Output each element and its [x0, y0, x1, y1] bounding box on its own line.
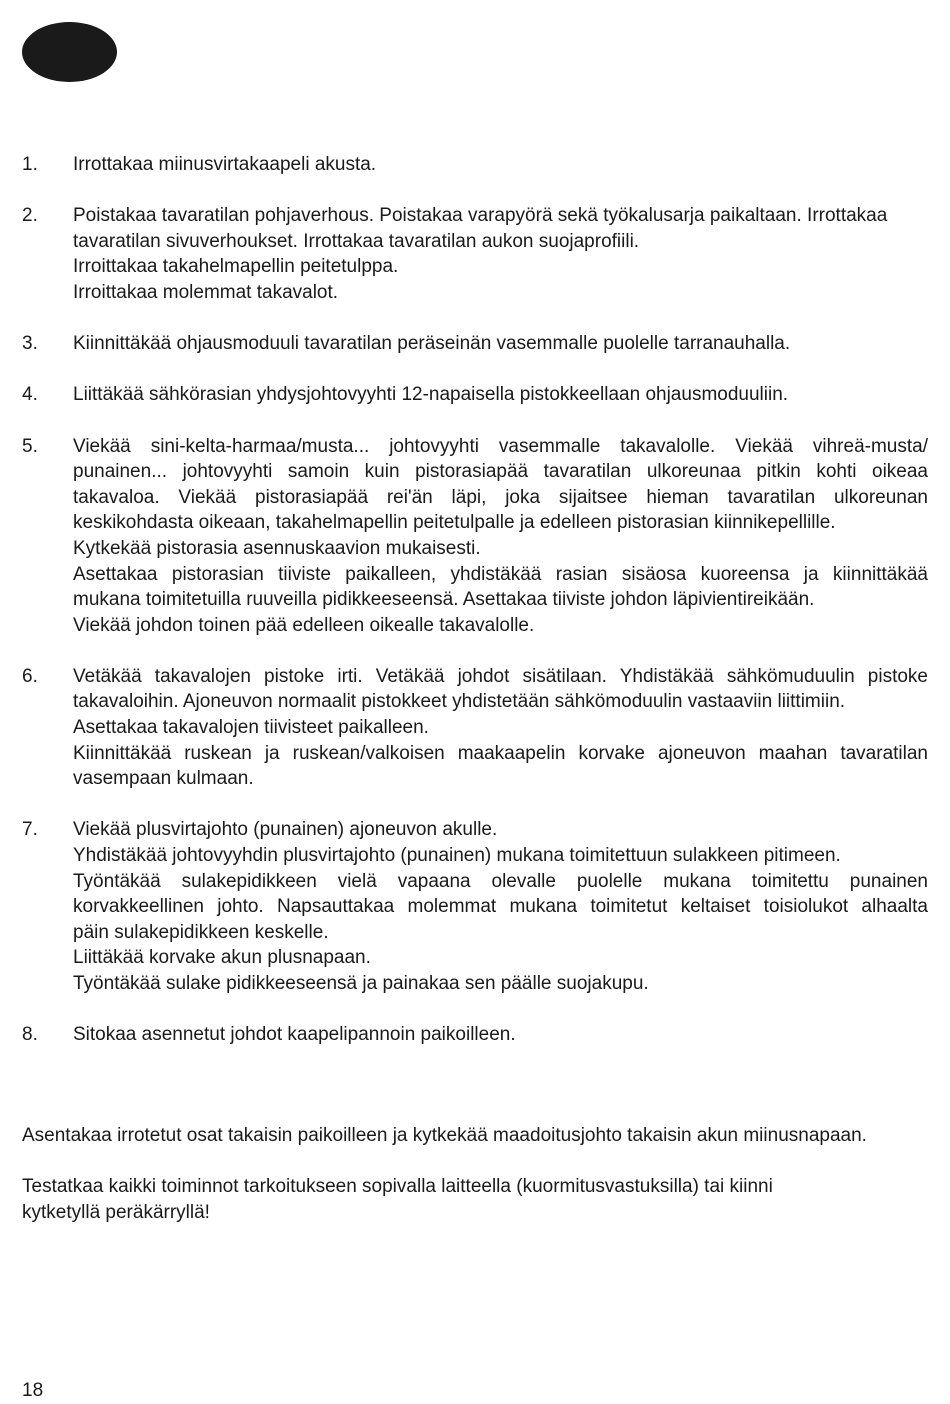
closing-notes — [22, 1123, 932, 1251]
step-line: tavaratilan sivuverhoukset. Irrottakaa tavaratilan aukon suojaprofiili. — [73, 230, 640, 252]
step-line: Vetäkää takavalojen pistoke irti. Vetäkää johdot sisätilaan. Yhdistäkää sähkömuduulin pistoke — [73, 665, 928, 687]
step-item — [22, 152, 928, 178]
step-text — [73, 817, 928, 996]
step-line: Asettakaa pistorasian tiiviste paikalleen, yhdistäkää rasian sisäosa kuoreensa ja kiinnittäkää — [73, 563, 928, 585]
step-line: päin sulakepidikkeen keskelle. — [73, 921, 329, 943]
step-item — [22, 331, 928, 357]
step-item — [22, 382, 928, 408]
step-line: Poistakaa tavaratilan pohjaverhous. Poistakaa varapyörä sekä työkalusarja paikaltaan. Irrottakaa — [73, 205, 888, 227]
step-line: Viekää sini-kelta-harmaa/musta... johtovyyhti vasemmalle takavalolle. Viekää vihreä-musta/ — [73, 435, 928, 457]
instruction-list — [22, 152, 928, 1073]
step-line: keskikohdasta oikeaan, takahelmapellin peitetulpalle ja edelleen pistorasian kiinnikepellille. — [73, 512, 836, 534]
step-text — [73, 382, 928, 408]
step-line: Irroittakaa takahelmapellin peitetulppa. — [73, 256, 399, 278]
step-text — [73, 434, 928, 639]
step-item — [22, 434, 928, 639]
closing-paragraph-2 — [22, 1174, 932, 1225]
step-item — [22, 1022, 928, 1048]
step-line: Viekää johdon toinen pää edelleen oikealle takavalolle. — [73, 614, 535, 636]
step-text — [73, 203, 928, 305]
step-line: Liittäkää korvake akun plusnapaan. — [73, 947, 371, 969]
step-line: Sitokaa asennetut johdot kaapelipannoin paikoilleen. — [73, 1024, 516, 1046]
step-line: Yhdistäkää johtovyyhdin plusvirtajohto (punainen) mukana toimitettuun sulakkeen pitimeen. — [73, 845, 841, 867]
step-line: Irroittakaa molemmat takavalot. — [73, 281, 339, 303]
step-line: Työntäkää sulakepidikkeen vielä vapaana olevalle puolelle mukana toimitettu punainen — [73, 870, 928, 892]
section-badge — [22, 22, 117, 82]
step-line: vasempaan kulmaan. — [73, 768, 254, 790]
step-text — [73, 1022, 928, 1048]
closing-paragraph-1 — [22, 1123, 932, 1149]
step-line: Kiinnittäkää ruskean ja ruskean/valkoisen maakaapelin korvake ajoneuvon maahan tavaratilan — [73, 742, 928, 764]
step-line: Kytkekää pistorasia asennuskaavion mukaisesti. — [73, 537, 481, 559]
step-line: Irrottakaa miinusvirtakaapeli akusta. — [73, 154, 377, 175]
step-number: 2. — [22, 205, 38, 227]
step-line: Työntäkää sulake pidikkeeseensä ja painakaa sen päälle suojakupu. — [73, 973, 649, 994]
step-line: Liittäkää sähkörasian yhdysjohtovyyhti 12-napaisella pistokkeellaan ohjausmoduuliin. — [73, 384, 789, 406]
step-text — [73, 152, 928, 178]
step-number: 5. — [22, 435, 38, 457]
step-line: takavaloihin. Ajoneuvon normaalit pistokkeet yhdistetään sähkömoduulin vastaaviin liittimiin. — [73, 691, 846, 713]
step-number: 1. — [22, 154, 38, 175]
step-item — [22, 817, 928, 996]
step-line: Viekää plusvirtajohto (punainen) ajoneuvon akulle. — [73, 819, 498, 841]
step-item — [22, 664, 928, 792]
closing-line: Asentakaa irrotetut osat takaisin paikoilleen ja kytkekää maadoitusjohto takaisin akun miinusnapaan. — [22, 1125, 867, 1146]
step-number: 7. — [22, 819, 38, 841]
step-line: mukana toimitetuilla ruuveilla pidikkeeseensä. Asettakaa tiiviste johdon läpivientireikään. — [73, 589, 815, 611]
step-number: 6. — [22, 665, 38, 687]
closing-line: Testatkaa kaikki toiminnot tarkoitukseen sopivalla laitteella (kuormitusvastuksilla) tai kiinni — [22, 1176, 773, 1198]
step-number: 3. — [22, 333, 38, 355]
step-line: korvakkeellinen johto. Napsauttakaa molemmat mukana toimitetut keltaiset toisiolukot alhaalta — [73, 896, 928, 918]
step-line: Kiinnittäkää ohjausmoduuli tavaratilan peräseinän vasemmalle puolelle tarranauhalla. — [73, 333, 791, 355]
step-text — [73, 331, 928, 357]
step-line: Asettakaa takavalojen tiivisteet paikalleen. — [73, 717, 429, 739]
step-item — [22, 203, 928, 305]
step-text — [73, 664, 928, 792]
step-line: takavaloa. Viekää pistorasiapää rei'än läpi, joka sijaitsee hieman tavaratilan ulkoreunan — [73, 486, 928, 508]
closing-line: kytketyllä peräkärryllä! — [22, 1201, 210, 1223]
page-number: 18 — [22, 1380, 44, 1401]
step-number: 4. — [22, 384, 38, 406]
step-number: 8. — [22, 1024, 38, 1046]
step-line: punainen... johtovyyhti samoin kuin pistorasiapää tavaratilan ulkoreunaa pitkin kohti oikeaa — [73, 461, 928, 483]
